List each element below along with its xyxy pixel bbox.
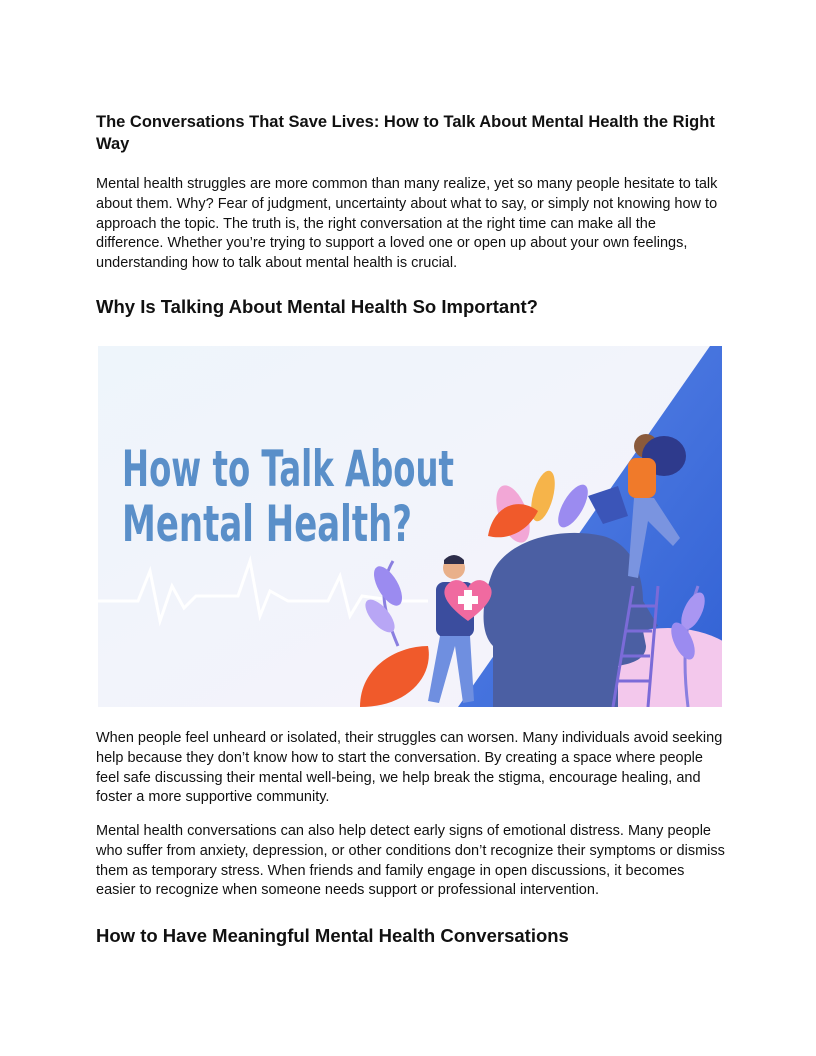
woman-shirt [628,458,656,498]
page-title: The Conversations That Save Lives: How to Talk About Mental Health the Right Way [96,113,715,153]
section-heading-meaningful-conversations: How to Have Meaningful Mental Health Conversations [96,925,569,946]
paragraph-why-1: When people feel unheard or isolated, their struggles can worsen. Many individuals avoid seeking help because they don’t know how to start the conversation. By creating a space where people feel safe discussing their mental well-being, we help break the stigma, encourage healing, and foster a more supportive community. [96,730,723,806]
intro-paragraph: Mental health struggles are more common than many realize, yet so many people hesitate to talk about them. Why? Fear of judgment, uncertainty about what to say, or simply not knowing how to approach the topic. The truth is, the right conversation at the right time can make all the difference. Whether you’re trying to support a loved one or open up about your own feelings, understanding how to talk about mental health is crucial. [96,176,718,272]
paragraph-why-2: Mental health conversations can also help detect early signs of emotional distress. Many people who suffer from anxiety, depression, or other conditions don’t recognize their symptoms or dismiss them as temporary stress. When friends and family engage in open discussions, it becomes easier to recognize when someone needs support or professional intervention. [96,823,725,899]
plus-sign-horizontal [458,596,478,604]
hero-text-line2: Mental Health? [122,495,412,553]
hero-text-line1: How to Talk About [122,440,454,498]
hero-illustration [98,346,722,707]
illustration-svg [98,346,722,707]
section-heading-why-important: Why Is Talking About Mental Health So Important? [96,296,538,317]
